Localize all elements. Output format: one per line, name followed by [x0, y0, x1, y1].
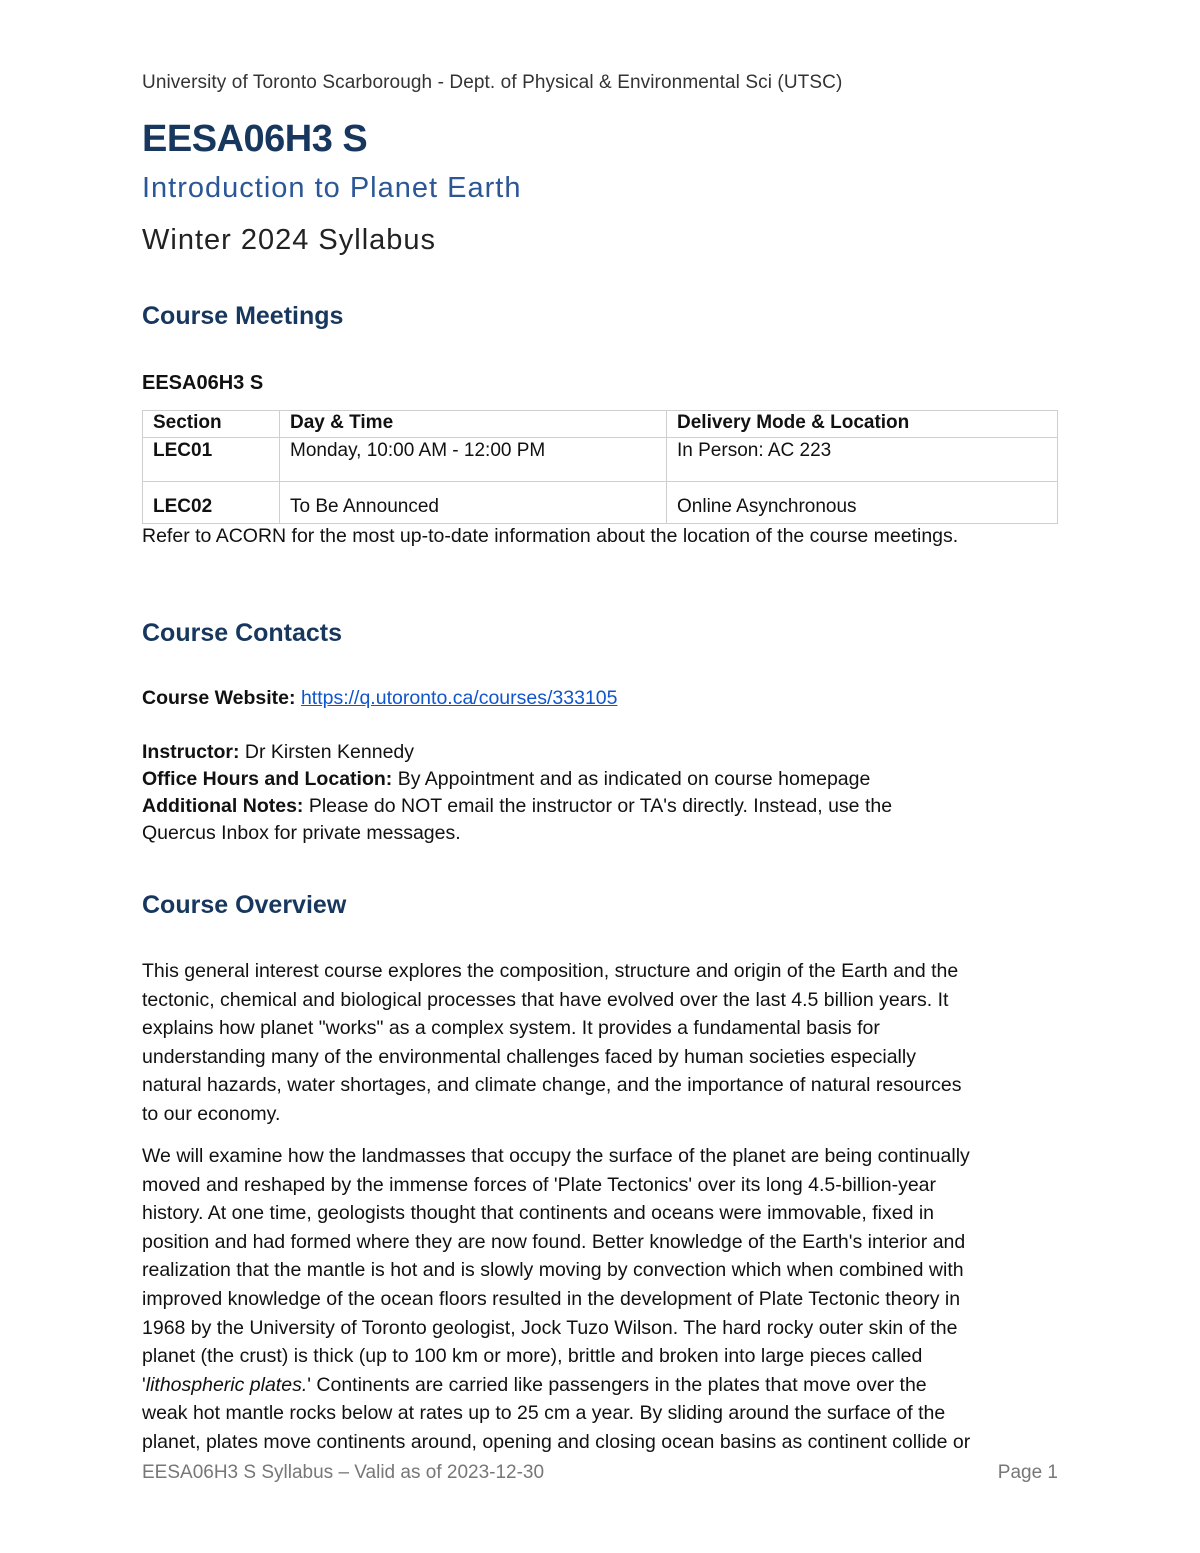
table-row: [143, 438, 1058, 482]
website-label: Course Website:: [142, 687, 296, 709]
footer-validity: EESA06H3 S Syllabus – Valid as of 2023-12-30: [142, 1462, 545, 1483]
location-cell: In Person: AC 223: [667, 438, 1058, 482]
course-website-line: [142, 687, 617, 710]
paragraph-line: planet, plates move continents around, opening and closing ocean basins as continent collide or: [142, 1430, 971, 1453]
paragraph-line: history. At one time, geologists thought that continents and oceans were immovable, fixed in: [142, 1202, 935, 1225]
quote-open: ': [142, 1373, 146, 1396]
meetings-table: [142, 410, 1058, 524]
additional-notes-label: Additional Notes:: [142, 795, 304, 817]
additional-notes-value: Please do NOT email the instructor or TA's directly. Instead, use the: [308, 795, 893, 817]
footer-page-number: Page 1: [997, 1462, 1058, 1483]
table-row: [143, 482, 1058, 524]
column-header-section: Section: [143, 411, 280, 438]
term-label: Winter 2024 Syllabus: [142, 224, 437, 256]
column-header-delivery: Delivery Mode & Location: [667, 411, 1058, 438]
lithospheric-plates-term: lithospheric plates.: [145, 1373, 308, 1396]
column-header-day-time: Day & Time: [280, 411, 667, 438]
paragraph-line: planet (the crust) is thick (up to 100 km or more), brittle and broken into large pieces called: [142, 1345, 923, 1368]
meetings-course-code: EESA06H3 S: [142, 372, 264, 394]
office-hours-value: By Appointment and as indicated on course homepage: [397, 768, 871, 790]
paragraph-line: explains how planet "works" as a complex system. It provides a fundamental basis for: [142, 1017, 880, 1040]
location-cell: Online Asynchronous: [667, 482, 1058, 524]
paragraph-line: [142, 1371, 1058, 1400]
paragraph-line: natural hazards, water shortages, and climate change, and the importance of natural resources: [142, 1074, 962, 1097]
office-hours-label: Office Hours and Location:: [142, 768, 393, 790]
paragraph-line: improved knowledge of the ocean floors resulted in the development of Plate Tectonic theory in: [142, 1287, 961, 1310]
line-rest: ' Continents are carried like passengers in the plates that move over the: [307, 1373, 927, 1396]
institution-header: University of Toronto Scarborough - Dept. of Physical & Environmental Sci (UTSC): [142, 72, 843, 93]
course-website-link[interactable]: https://q.utoronto.ca/courses/333105: [300, 687, 618, 709]
paragraph-line: moved and reshaped by the immense forces of 'Plate Tectonics' over its long 4.5-billion-year: [142, 1173, 936, 1196]
office-hours-line: [142, 768, 870, 791]
additional-notes-line: [142, 795, 892, 818]
course-overview-heading: Course Overview: [142, 891, 347, 919]
overview-paragraph-2: [142, 1142, 1058, 1457]
course-code-title: EESA06H3 S: [142, 118, 368, 160]
section-cell: LEC01: [143, 438, 280, 482]
paragraph-line: weak hot mantle rocks below at rates up to 25 cm a year. By sliding around the surface of the: [142, 1402, 946, 1425]
time-cell: To Be Announced: [280, 482, 667, 524]
overview-paragraph-1: [142, 957, 1058, 1129]
paragraph-line: 1968 by the University of Toronto geologist, Jock Tuzo Wilson. The hard rocky outer skin of the: [142, 1316, 958, 1339]
table-header-row: [143, 411, 1058, 438]
instructor-name: Dr Kirsten Kennedy: [244, 741, 415, 763]
paragraph-line: to our economy.: [142, 1102, 281, 1125]
course-contacts-heading: Course Contacts: [142, 619, 343, 647]
paragraph-line: position and had formed where they are now found. Better knowledge of the Earth's interior and: [142, 1230, 966, 1253]
section-cell: LEC02: [143, 482, 280, 524]
additional-notes-continued: Quercus Inbox for private messages.: [142, 822, 461, 844]
paragraph-line: This general interest course explores the composition, structure and origin of the Earth and the: [142, 960, 959, 982]
paragraph-line: realization that the mantle is hot and is slowly moving by convection which when combined with: [142, 1259, 964, 1282]
paragraph-line: tectonic, chemical and biological processes that have evolved over the last 4.5 billion years. It: [142, 988, 949, 1011]
time-cell: Monday, 10:00 AM - 12:00 PM: [280, 438, 667, 482]
instructor-label: Instructor:: [142, 741, 240, 763]
paragraph-line: understanding many of the environmental challenges faced by human societies especially: [142, 1045, 916, 1068]
instructor-line: [142, 741, 414, 764]
course-name: Introduction to Planet Earth: [142, 172, 522, 204]
course-meetings-heading: Course Meetings: [142, 302, 344, 330]
paragraph-line: We will examine how the landmasses that occupy the surface of the planet are being continually: [142, 1145, 970, 1167]
acorn-note: Refer to ACORN for the most up-to-date information about the location of the course meetings.: [142, 525, 959, 547]
